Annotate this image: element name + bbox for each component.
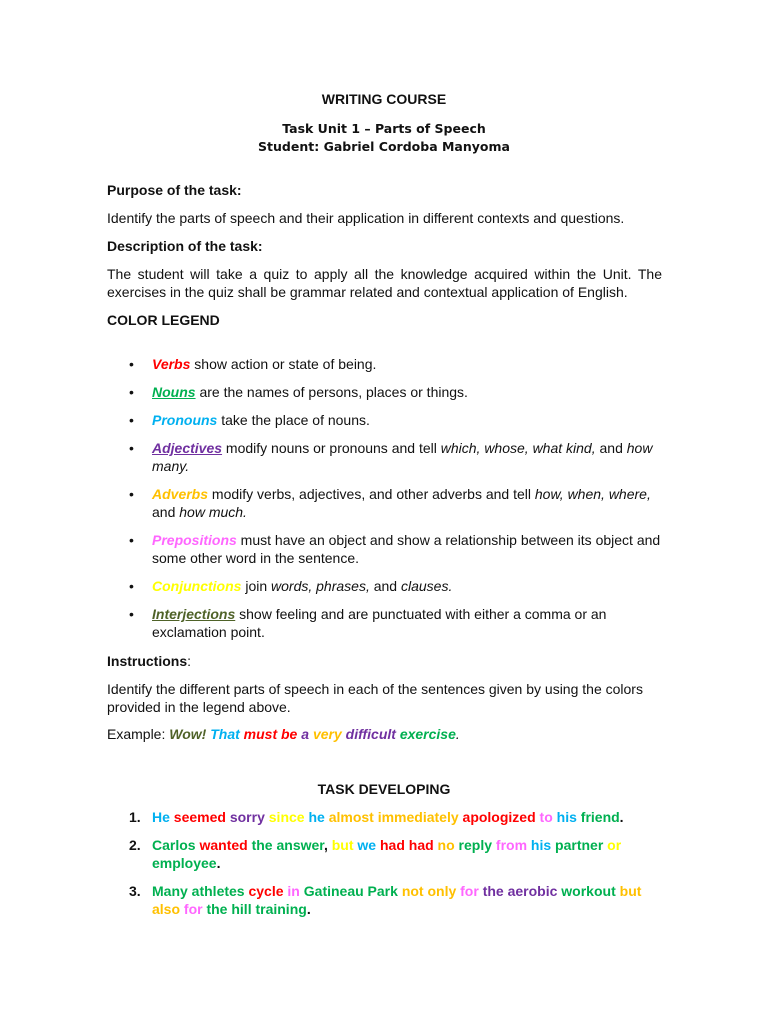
legend-item-nouns: [107, 383, 662, 401]
legend-desc: are the names of persons, places or things.: [195, 384, 468, 400]
task-sentence-1: [107, 808, 662, 826]
example-word: !: [201, 726, 207, 742]
sentence-word: cycle: [248, 883, 284, 899]
task-unit-subtitle: Task Unit 1 – Parts of Speech: [282, 121, 486, 136]
legend-desc: modify nouns or pronouns and tell: [222, 440, 441, 456]
sentence-number: 3.: [129, 883, 141, 899]
sentence-word: sorry: [229, 809, 265, 825]
legend-term-verbs: Verbs: [152, 356, 191, 372]
description-text: The student will take a quiz to apply all the knowledge acquired within the Unit. The exercises in the quiz shall be grammar related and contextual application of English.: [107, 266, 662, 300]
instructions-colon: :: [187, 653, 192, 669]
student-name: Student: Gabriel Cordoba Manyoma: [258, 139, 510, 154]
color-legend-heading: COLOR LEGEND: [107, 312, 220, 328]
legend-desc-italic: how many.: [152, 440, 653, 474]
sentence-word: ,: [323, 837, 328, 853]
legend-desc: take the place of nouns.: [217, 412, 370, 428]
example-word: exercise: [399, 726, 456, 742]
task-developing-heading: TASK DEVELOPING: [317, 781, 451, 797]
task-sentence-3: [107, 882, 662, 918]
example-word: a: [301, 726, 310, 742]
instructions-heading-line: [107, 652, 662, 670]
legend-term-adverbs: Adverbs: [152, 486, 209, 502]
sentence-word: .: [619, 809, 624, 825]
sentence-word: seemed: [173, 809, 226, 825]
legend-term-adjectives: Adjectives: [152, 440, 223, 456]
legend-desc: and: [595, 440, 627, 456]
sentence-word: .: [216, 855, 221, 871]
sentence-word: no: [437, 837, 455, 853]
instructions-heading: Instructions: [107, 653, 188, 669]
legend-desc: show action or state of being.: [190, 356, 377, 372]
legend-item-interjections: [107, 605, 662, 641]
legend-desc-italic: which, whose, what kind,: [440, 440, 596, 456]
legend-desc-italic: words, phrases,: [271, 578, 370, 594]
legend-item-prepositions: [107, 531, 662, 567]
sentence-word: the hill training: [206, 901, 307, 917]
sentence-word: Gatineau Park: [303, 883, 398, 899]
sentence-word: in: [287, 883, 300, 899]
sentence-number: 1.: [129, 809, 141, 825]
example-word: very: [312, 726, 342, 742]
sentence-word: reply: [458, 837, 493, 853]
sentence-word: Carlos: [152, 837, 196, 853]
sentence-word: partner: [555, 837, 604, 853]
sentence-word: not only: [401, 883, 457, 899]
legend-item-verbs: [107, 355, 662, 373]
legend-desc: and: [152, 504, 180, 520]
sentence-word: but also: [152, 883, 642, 917]
example-word: Wow: [169, 726, 202, 742]
sentence-word: workout: [561, 883, 616, 899]
legend-desc: must have an object and show a relationship between its object and some other word in the sentence.: [152, 532, 661, 566]
legend-term-prepositions: Prepositions: [152, 532, 237, 548]
legend-term-pronouns: Pronouns: [152, 412, 218, 428]
legend-desc: and: [369, 578, 401, 594]
example-word: .: [455, 726, 460, 742]
sentence-word: his: [556, 809, 577, 825]
example-label: Example:: [107, 726, 170, 742]
purpose-text: Identify the parts of speech and their application in different contexts and questions.: [107, 210, 625, 226]
sentence-word: He: [152, 809, 170, 825]
legend-term-conjunctions: Conjunctions: [152, 578, 242, 594]
sentence-word: Many athletes: [152, 883, 245, 899]
sentence-word: or: [607, 837, 622, 853]
sentence-number: 2.: [129, 837, 141, 853]
description-heading: Description of the task:: [107, 238, 263, 254]
task-sentence-2: [107, 836, 662, 872]
legend-desc: show feeling and are punctuated with either a comma or an exclamation point.: [152, 606, 607, 640]
legend-item-adverbs: [107, 485, 662, 521]
sentence-word: we: [357, 837, 377, 853]
sentence-word: .: [306, 901, 311, 917]
page-title: WRITING COURSE: [321, 91, 447, 107]
sentence-word: the aerobic: [482, 883, 558, 899]
sentence-word: almost immediately: [328, 809, 459, 825]
sentence-word: from: [495, 837, 528, 853]
sentence-word: apologized: [462, 809, 536, 825]
legend-term-nouns: Nouns: [152, 384, 196, 400]
sentence-word: wanted: [199, 837, 248, 853]
example-word: That: [210, 726, 240, 742]
legend-desc: modify verbs, adjectives, and other adverbs and tell: [208, 486, 535, 502]
sentence-word: had had: [379, 837, 434, 853]
legend-item-adjectives: [107, 439, 662, 475]
sentence-word: he: [308, 809, 325, 825]
legend-desc: join: [241, 578, 272, 594]
legend-desc-italic: clauses.: [400, 578, 453, 594]
legend-desc-italic: how much.: [179, 504, 247, 520]
purpose-heading: Purpose of the task:: [107, 182, 242, 198]
legend-desc-italic: how, when, where,: [534, 486, 651, 502]
legend-item-pronouns: [107, 411, 662, 429]
sentence-word: since: [268, 809, 305, 825]
example-line: [107, 725, 662, 743]
sentence-word: for: [460, 883, 479, 899]
example-word: must be: [243, 726, 298, 742]
legend-item-conjunctions: [107, 577, 662, 595]
sentence-word: to: [539, 809, 553, 825]
sentence-word: his: [530, 837, 552, 853]
sentence-word: but: [331, 837, 354, 853]
legend-term-interjections: Interjections: [152, 606, 236, 622]
sentence-word: the answer: [251, 837, 324, 853]
sentence-word: for: [183, 901, 203, 917]
sentence-word: employee: [152, 855, 217, 871]
sentence-word: friend: [580, 809, 620, 825]
example-word: difficult: [345, 726, 396, 742]
instructions-text: Identify the different parts of speech in each of the sentences given by using the colors provided in the legend above.: [107, 681, 643, 715]
